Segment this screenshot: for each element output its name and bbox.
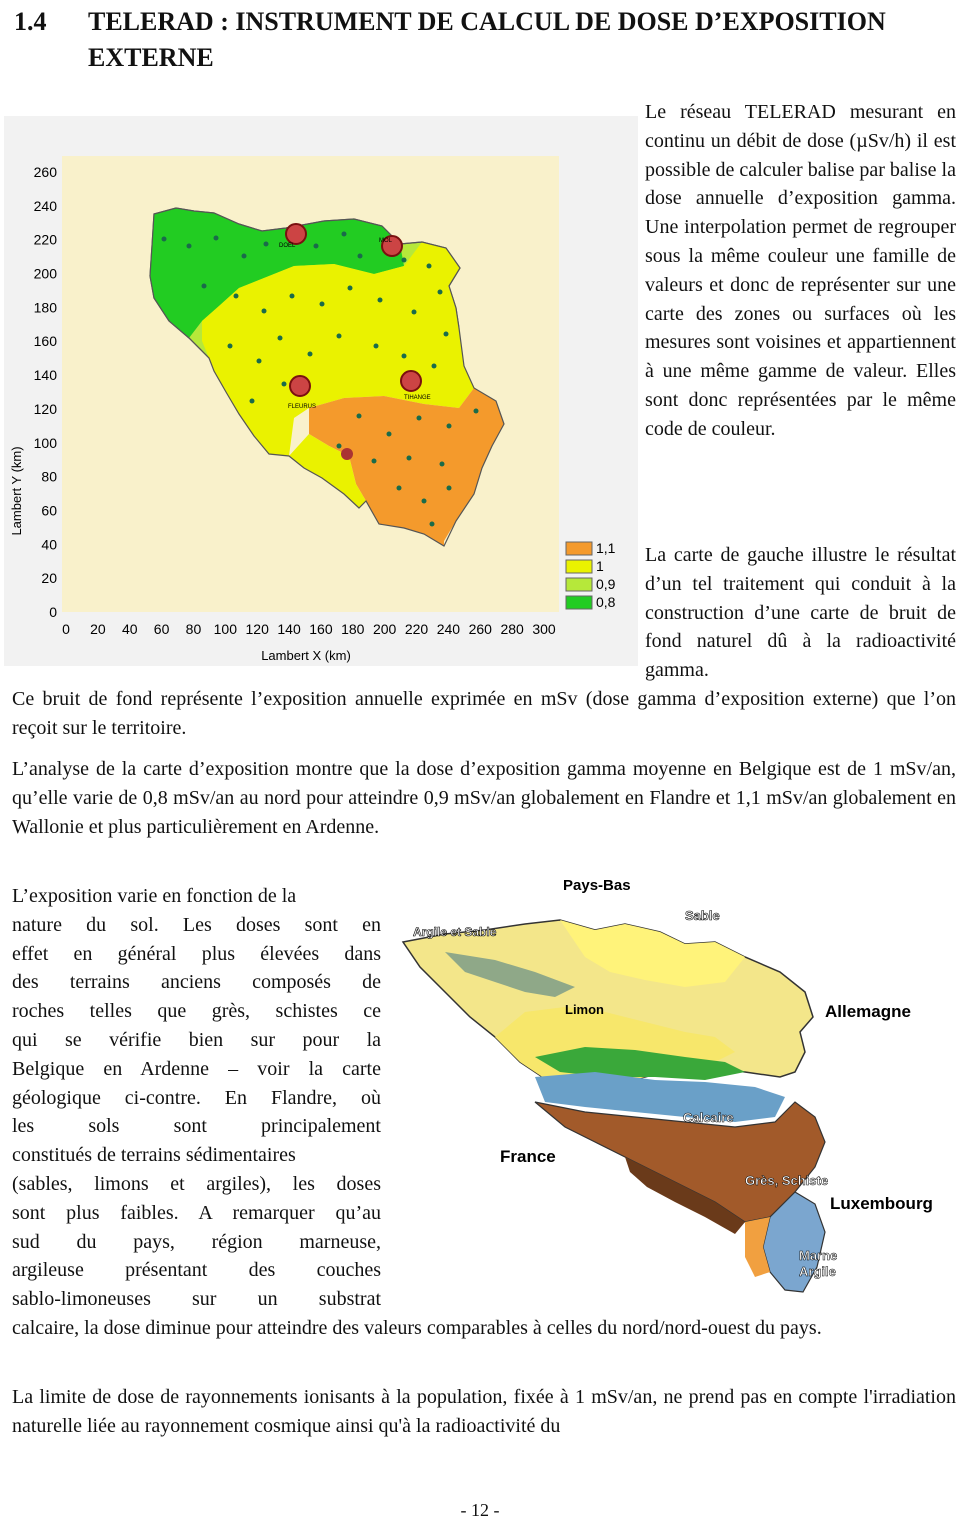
y-tick-label: 40 (41, 536, 57, 553)
soil-paragraph-line: sud du pays, région marneuse, (12, 1230, 381, 1253)
x-tick-label: 120 (245, 621, 269, 637)
legend-swatch (566, 596, 592, 609)
y-tick-label: 120 (33, 400, 57, 417)
y-tick-label: 200 (33, 265, 57, 282)
y-tick-label: 180 (33, 299, 57, 316)
y-tick-label: 140 (33, 367, 57, 384)
geo-label-marne: Marne (799, 1248, 838, 1263)
y-tick-label: 220 (33, 231, 57, 248)
intro-paragraph: Le réseau TELERAD mesurant en continu un débit de dose (µSv/h) il est possible de calculer balise par balise la dose annuelle d’exposition gamma. Une interpolation permet de regrouper sous la même couleur une famille de valeurs et donc de représenter sur une carte des zones ou surfaces où les mesures sont voisines et appartiennent à une même gamme de valeur. Elles sont donc représentées par le même code de couleur. (645, 101, 956, 440)
geo-label-pays-bas: Pays-Bas (563, 877, 631, 894)
y-tick-label: 60 (41, 502, 57, 519)
section-heading (14, 4, 954, 76)
legend-label: 1,1 (596, 540, 616, 556)
y-tick-label: 240 (33, 197, 57, 214)
dose-exposure-map (4, 116, 638, 666)
legend-swatch (566, 542, 592, 555)
site-marker (290, 376, 310, 396)
site-label: FLEURUS (288, 404, 317, 410)
soil-paragraph-line: sablo-limoneuses sur un substrat (12, 1288, 381, 1311)
soil-paragraph-line: effet en général plus élevées dans (12, 942, 381, 965)
geo-label-argile-sable: Argile et Sable (413, 925, 497, 939)
x-tick-labels (62, 621, 556, 637)
geo-label-limon: Limon (565, 1002, 604, 1017)
soil-paragraph-line: nature du sol. Les doses sont en (12, 913, 381, 936)
soil-paragraph-line: constitués de terrains sédimentaires (12, 1144, 296, 1167)
x-tick-label: 40 (121, 621, 138, 637)
site-marker (286, 224, 306, 244)
soil-paragraph-line: argileuse présentant des couches (12, 1259, 381, 1282)
x-tick-label: 20 (90, 621, 106, 637)
x-tick-label: 280 (500, 621, 524, 637)
x-tick-label: 200 (372, 621, 397, 637)
x-tick-label: 60 (153, 621, 170, 637)
geo-label-france: France (500, 1147, 556, 1166)
x-tick-label: 220 (404, 621, 429, 637)
y-tick-label: 260 (33, 164, 57, 180)
y-tick-label: 100 (33, 434, 57, 451)
background-noise-paragraph: Ce bruit de fond représente l’exposition annuelle exprimée en mSv (dose gamma d’exposition externe) que l’on reçoit sur le territoire. (12, 688, 956, 739)
legend-label: 1 (596, 558, 604, 574)
site-label: TIHANGE (404, 395, 431, 401)
x-tick-label: 240 (436, 621, 461, 637)
geo-label-calcaire: Calcaire (683, 1110, 734, 1125)
x-tick-label: 180 (341, 621, 365, 637)
x-tick-label: 160 (309, 621, 333, 637)
y-tick-label: 80 (41, 468, 57, 485)
x-tick-label: 100 (213, 621, 238, 637)
geological-map (385, 872, 960, 1300)
map-description-paragraph: La carte de gauche illustre le résultat d’un tel traitement qui conduit à la construction d’une carte de bruit de fond naturel dû à la radioactivité gamma. (645, 544, 956, 682)
soil-paragraph-line: géologique ci-contre. En Flandre, où (12, 1086, 381, 1109)
legend-label: 0,8 (596, 594, 616, 610)
site-label: DOEL (279, 243, 296, 249)
section-title-line1: TELERAD : INSTRUMENT DE CALCUL DE DOSE D’EXPOSITION (88, 7, 886, 36)
y-tick-label: 0 (49, 604, 57, 620)
dose-limit-paragraph: La limite de dose de rayonnements ionisants à la population, fixée à 1 mSv/an, ne prend pas en compte l'irradiation naturelle liée au rayonnement cosmique ainsi qu'à la radioactivité du (12, 1386, 956, 1437)
y-tick-label: 20 (41, 570, 57, 587)
section-number: 1.4 (14, 7, 47, 36)
soil-paragraph-line: Belgique en Ardenne – voir la carte (12, 1057, 381, 1080)
site-marker (341, 448, 353, 460)
geo-label-sable: Sable (685, 908, 720, 923)
x-tick-label: 140 (277, 621, 301, 637)
x-tick-label: 300 (532, 621, 556, 637)
page-number: - 12 - (460, 1500, 500, 1520)
site-label: MOL (379, 238, 393, 244)
soil-paragraph-line: sont plus faibles. A remarquer qu’au (12, 1201, 381, 1224)
geo-label-gres-schiste: Grès, Schiste (745, 1173, 829, 1188)
legend-swatch (566, 578, 592, 591)
legend-swatch (566, 560, 592, 573)
soil-paragraph-line: des terrains anciens composés de (12, 971, 381, 994)
x-tick-label: 260 (468, 621, 492, 637)
soil-paragraph-line: roches telles que grès, schistes ce (12, 1000, 381, 1023)
site-marker (401, 371, 421, 391)
y-tick-label: 160 (33, 333, 57, 350)
soil-paragraph-line: qui se vérifie bien sur pour la (12, 1028, 381, 1051)
soil-paragraph-line: L’exposition varie en fonction de la (12, 885, 297, 907)
x-axis-label: Lambert X (km) (261, 648, 351, 663)
soil-paragraph (12, 882, 381, 1314)
analysis-paragraph: L’analyse de la carte d’exposition montre que la dose d’exposition gamma moyenne en Belgique est de 1 mSv/an, qu’elle varie de 0,8 mSv/an au nord pour atteindre 0,9 mSv/an globalement en Flandre et 1,1 mSv/an globalement en Wallonie et plus particulièrement en Ardenne. (12, 758, 956, 838)
soil-continuation-paragraph: calcaire, la dose diminue pour atteindre des valeurs comparables à celles du nord/nord-ouest du pays. (12, 1317, 822, 1339)
legend-label: 0,9 (596, 576, 616, 592)
geo-label-allemagne: Allemagne (825, 1002, 911, 1021)
x-tick-label: 0 (62, 621, 70, 637)
soil-paragraph-line: les sols sont principalement (12, 1115, 381, 1138)
soil-paragraph-line: (sables, limons et argiles), les doses (12, 1172, 381, 1195)
section-title-line2: EXTERNE (88, 43, 214, 72)
geo-label-argile: Argile (799, 1264, 836, 1279)
y-axis-label: Lambert Y (km) (9, 446, 24, 536)
geo-label-luxembourg: Luxembourg (830, 1194, 933, 1213)
x-tick-label: 80 (185, 621, 202, 637)
